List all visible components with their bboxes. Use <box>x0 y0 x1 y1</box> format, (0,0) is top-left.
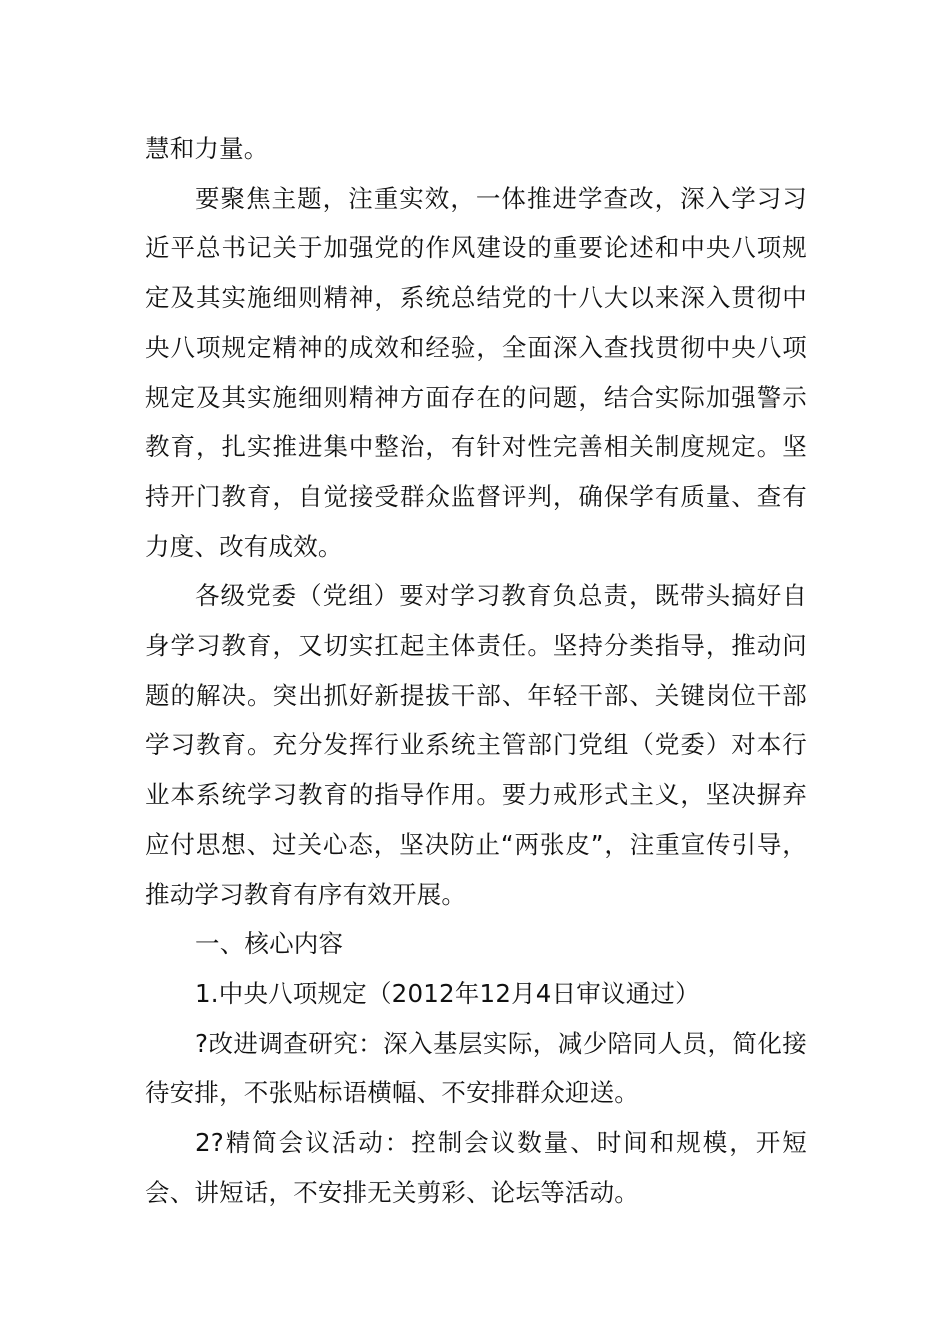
paragraph-continuation: 慧和力量。 <box>145 134 269 163</box>
paragraph-focus-theme: 要聚焦主题，注重实效，一体推进学查改，深入学习习近平总书记关于加强党的作风建设的重要论述和中央八项规定及其实施细则精神，系统总结党的十八大以来深入贯彻中央八项规定精神的成效和经验，全面深入查找贯彻中央八项规定及其实施细则精神方面存在的问题，结合实际加强警示教育，扎实推进集中整治，有针对性完善相关制度规定。坚持开门教育，自觉接受群众监督评判，确保学有质量、查有力度、改有成效。 <box>145 183 807 561</box>
document-body <box>145 124 807 1217</box>
paragraph-party-committee-responsibility: 各级党委（党组）要对学习教育负总责，既带头搞好自身学习教育，又切实扛起主体责任。坚持分类指导，推动问题的解决。突出抓好新提拔干部、年轻干部、关键岗位干部学习教育。充分发挥行业系统主管部门党组（党委）对本行业本系统学习教育的指导作用。要力戒形式主义，坚决摒弃应付思想、过关心态，坚决防止“两张皮”，注重宣传引导，推动学习教育有序有效开展。 <box>145 581 807 909</box>
subheading-eight-point-rules: 1.中央八项规定（2012年12月4日审议通过） <box>195 978 700 1008</box>
list-item-improve-research: ?改进调查研究：深入基层实际，减少陪同人员，简化接待安排，不张贴标语横幅、不安排群众迎送。 <box>145 1028 807 1108</box>
section-heading-core-content: 一、核心内容 <box>195 929 344 959</box>
list-item-streamline-meetings: 2?精简会议活动：控制会议数量、时间和规模，开短会、讲短话，不安排无关剪彩、论坛等活动。 <box>145 1128 807 1207</box>
